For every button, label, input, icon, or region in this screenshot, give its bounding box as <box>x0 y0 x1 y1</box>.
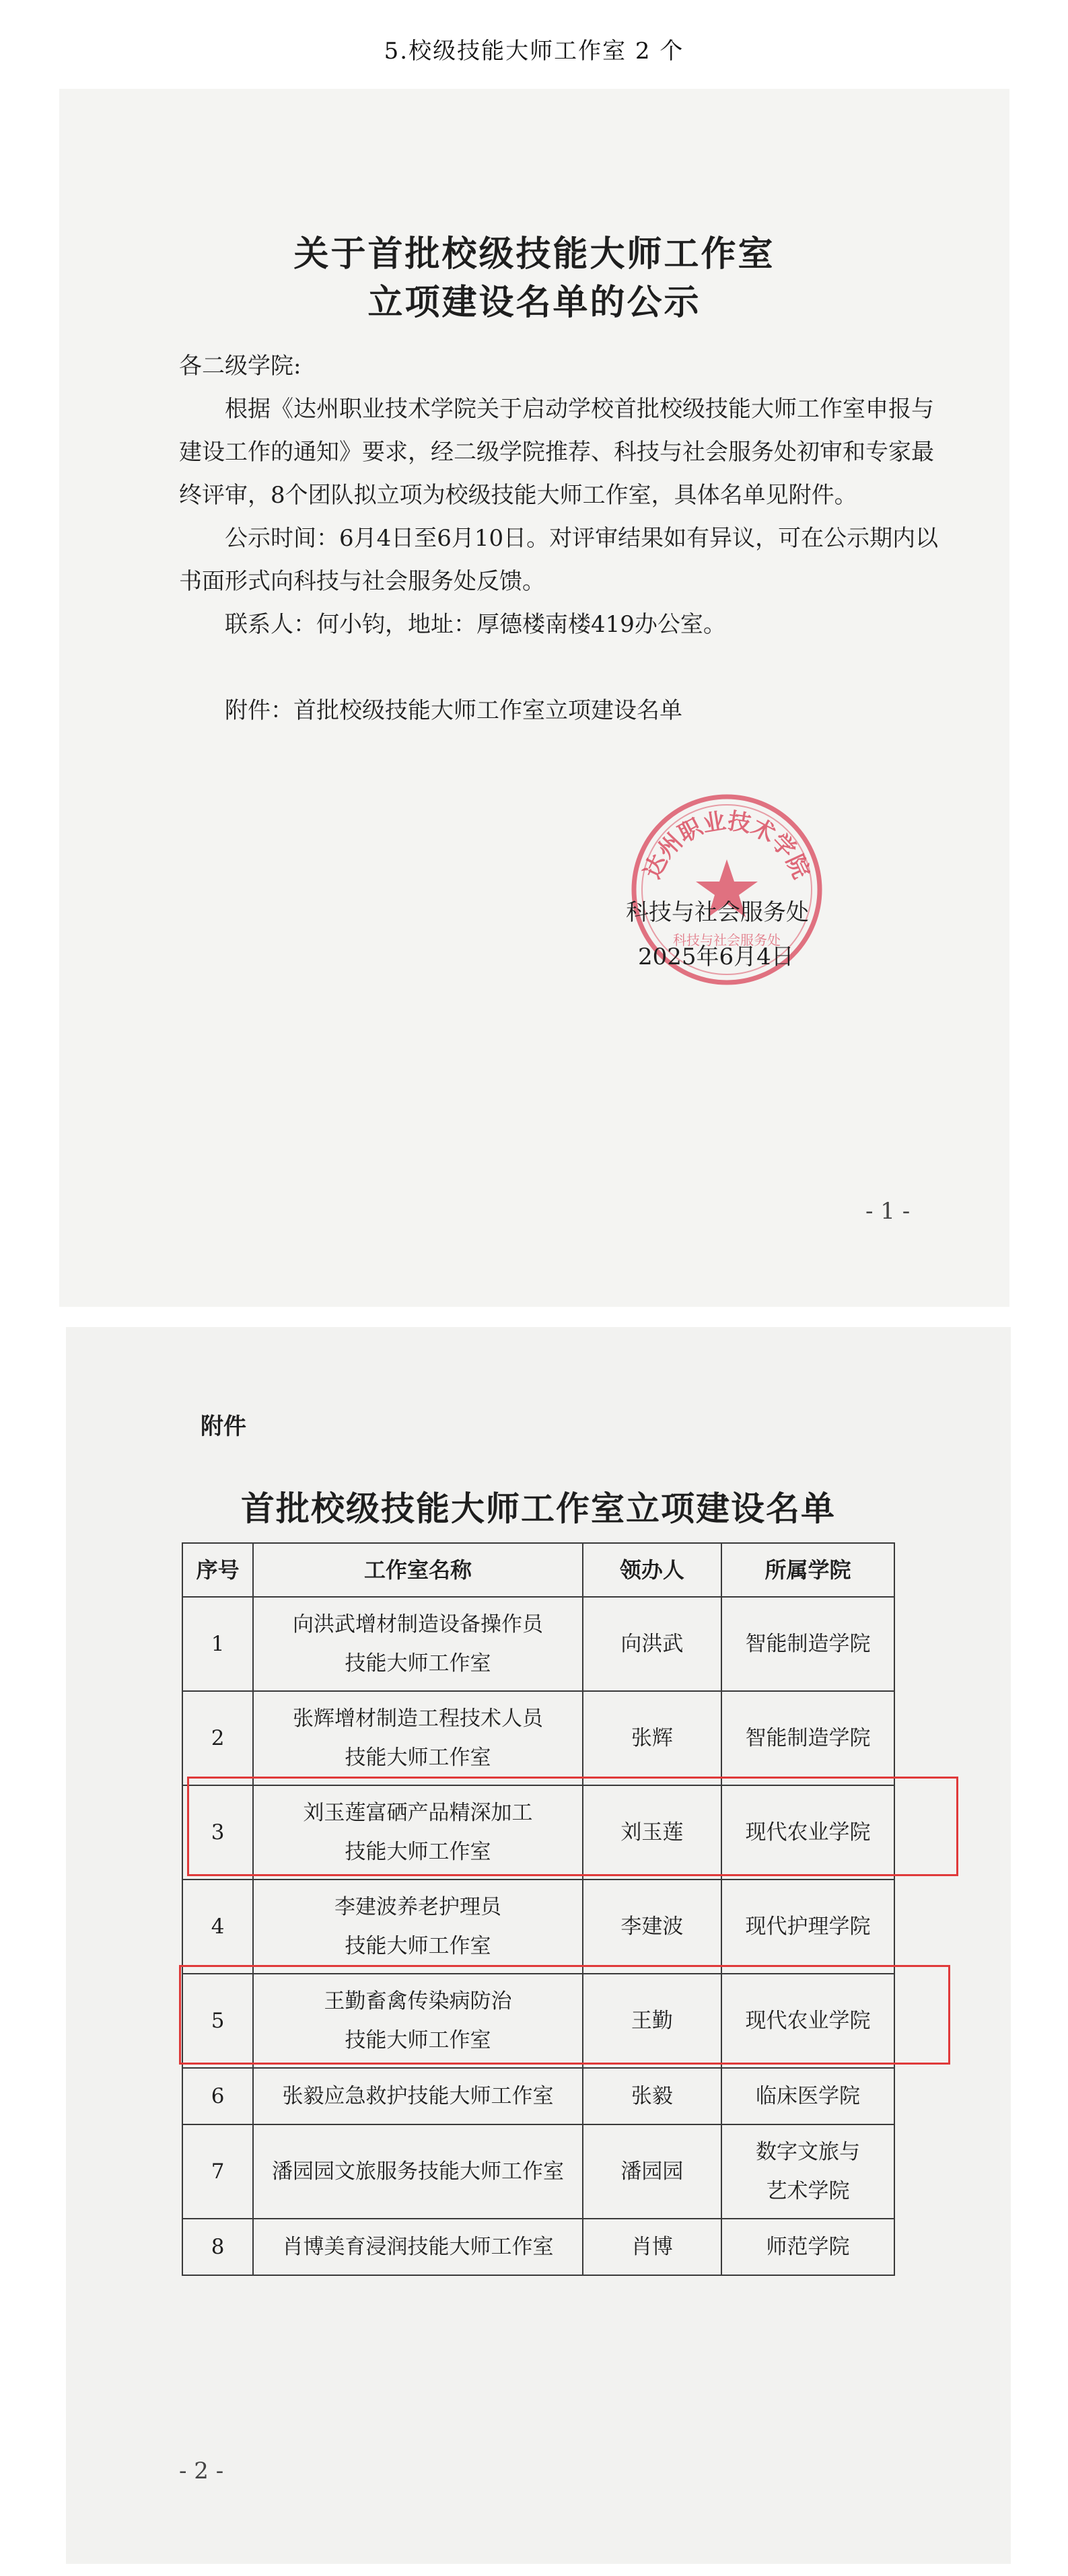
attachment-line: 附件：首批校级技能大师工作室立项建设名单 <box>225 697 682 724</box>
attachment-label: 附件 <box>201 1413 246 1440</box>
row-college: 现代农业学院 <box>721 1785 894 1880</box>
row-name: 王勤畜禽传染病防治 技能大师工作室 <box>253 1974 583 2068</box>
row-name: 刘玉莲富硒产品精深加工 技能大师工作室 <box>253 1785 583 1880</box>
row-no: 8 <box>182 2219 253 2275</box>
table-row <box>182 2124 894 2219</box>
row-college: 数字文旅与 艺术学院 <box>721 2124 894 2219</box>
row-college: 现代护理学院 <box>721 1880 894 1974</box>
notice-paragraph-3: 联系人：何小钧，地址：厚德楼南楼419办公室。 <box>225 611 726 638</box>
notice-title-line2: 立项建设名单的公示 <box>367 282 701 323</box>
row-name: 李建波养老护理员 技能大师工作室 <box>253 1880 583 1974</box>
header-name: 工作室名称 <box>253 1543 583 1597</box>
row-leader: 张辉 <box>583 1691 721 1785</box>
row-leader: 李建波 <box>583 1880 721 1974</box>
salutation: 各二级学院: <box>179 353 301 380</box>
row-name: 张毅应急救护技能大师工作室 <box>253 2068 583 2124</box>
row-leader: 刘玉莲 <box>583 1785 721 1880</box>
list-title: 首批校级技能大师工作室立项建设名单 <box>241 1489 836 1528</box>
notice-title-line1: 关于首批校级技能大师工作室 <box>293 234 775 275</box>
header-college: 所属学院 <box>721 1543 894 1597</box>
highlight-box-row3 <box>187 1777 958 1876</box>
table-row <box>182 1880 894 1974</box>
row-no: 7 <box>182 2124 253 2219</box>
notice-paragraph-1: 根据《达州职业技术学院关于启动学校首批校级技能大师工作室申报与建设工作的通知》要求，经二级学院推荐、科技与社会服务处初审和专家最终评审，8个团队拟立项为校级技能大师工作室，具体名单见附件。 <box>179 396 934 509</box>
page-number-1: - 1 - <box>865 1198 911 1225</box>
row-no: 1 <box>182 1597 253 1691</box>
row-college: 智能制造学院 <box>721 1691 894 1785</box>
row-no: 2 <box>182 1691 253 1785</box>
signature-date: 2025年6月4日 <box>638 943 794 970</box>
row-leader: 肖博 <box>583 2219 721 2275</box>
table-row <box>182 2068 894 2124</box>
studio-list-table <box>182 1542 895 2276</box>
row-name: 向洪武增材制造设备操作员 技能大师工作室 <box>253 1597 583 1691</box>
header-no: 序号 <box>182 1543 253 1597</box>
table-header-row <box>182 1543 894 1597</box>
row-no: 3 <box>182 1785 253 1880</box>
header-leader: 领办人 <box>583 1543 721 1597</box>
row-no: 5 <box>182 1974 253 2068</box>
notice-body <box>179 345 946 732</box>
highlight-box-row5 <box>179 1965 950 2065</box>
attachment-page <box>66 1327 1011 2564</box>
row-name: 肖博美育浸润技能大师工作室 <box>253 2219 583 2275</box>
row-college: 临床医学院 <box>721 2068 894 2124</box>
row-no: 4 <box>182 1880 253 1974</box>
seal-text: 达州职业技术学院 <box>639 808 815 883</box>
row-leader: 王勤 <box>583 1974 721 2068</box>
notice-page <box>59 89 1009 1307</box>
row-college: 师范学院 <box>721 2219 894 2275</box>
section-heading: 5.校级技能大师工作室 2 个 <box>384 38 684 65</box>
row-no: 6 <box>182 2068 253 2124</box>
row-college: 智能制造学院 <box>721 1597 894 1691</box>
page-number-2: - 2 - <box>179 2458 224 2484</box>
notice-paragraph-2: 公示时间：6月4日至6月10日。对评审结果如有异议，可在公示期内以书面形式向科技与社会服务处反馈。 <box>179 525 939 595</box>
seal-subtext: 科技与社会服务处 <box>673 932 781 948</box>
table-row <box>182 2219 894 2275</box>
signature-org: 科技与社会服务处 <box>626 899 809 926</box>
row-college: 现代农业学院 <box>721 1974 894 2068</box>
row-leader: 向洪武 <box>583 1597 721 1691</box>
row-name: 潘园园文旅服务技能大师工作室 <box>253 2124 583 2219</box>
row-leader: 张毅 <box>583 2068 721 2124</box>
table-row <box>182 1597 894 1691</box>
table-row <box>182 1691 894 1785</box>
row-name: 张辉增材制造工程技术人员 技能大师工作室 <box>253 1691 583 1785</box>
row-leader: 潘园园 <box>583 2124 721 2219</box>
